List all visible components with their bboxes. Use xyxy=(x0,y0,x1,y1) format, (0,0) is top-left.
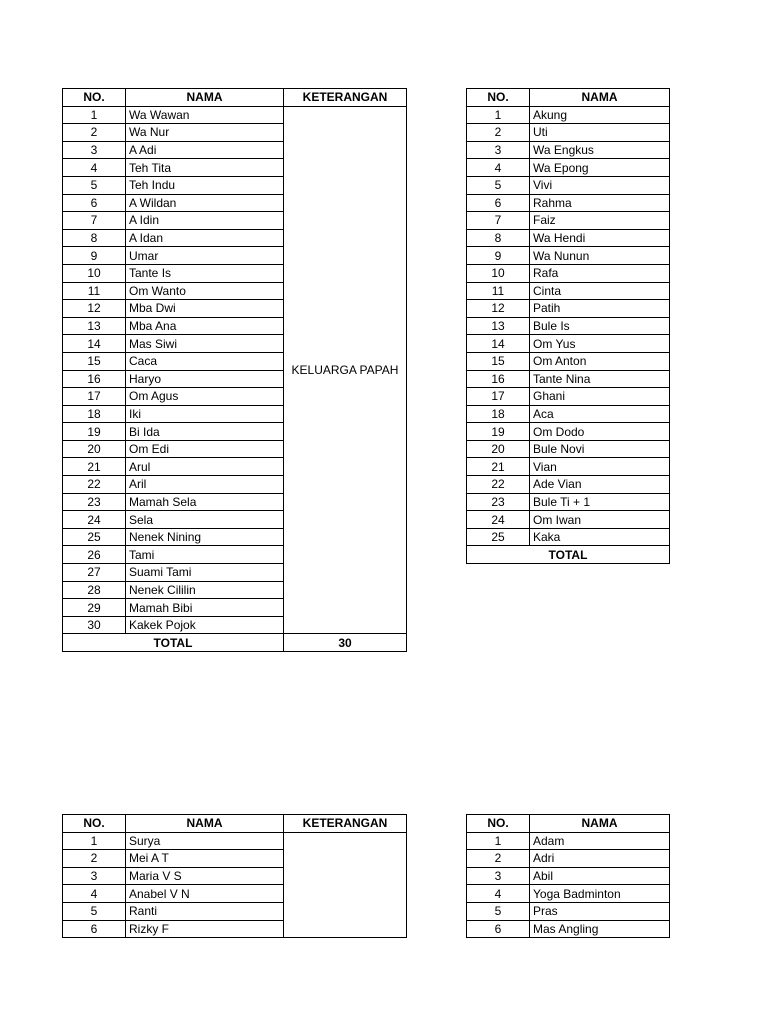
table-row xyxy=(467,388,670,406)
row-number: 1 xyxy=(467,832,530,850)
table-row xyxy=(63,106,407,124)
row-number: 11 xyxy=(63,282,126,300)
row-number: 6 xyxy=(467,920,530,938)
row-number: 23 xyxy=(63,493,126,511)
header-nama: NAMA xyxy=(126,89,284,107)
table-row xyxy=(467,885,670,903)
table-body xyxy=(467,832,670,938)
total-label: TOTAL xyxy=(63,634,284,652)
row-name: Om Iwan xyxy=(530,511,670,529)
row-name: A Idin xyxy=(126,212,284,230)
header-no: NO. xyxy=(467,89,530,107)
table-row xyxy=(467,247,670,265)
row-name: A Adi xyxy=(126,141,284,159)
row-number: 24 xyxy=(467,511,530,529)
row-number: 16 xyxy=(467,370,530,388)
table-row xyxy=(467,300,670,318)
row-number: 4 xyxy=(467,885,530,903)
table-row xyxy=(467,370,670,388)
row-number: 24 xyxy=(63,511,126,529)
row-name: Rafa xyxy=(530,264,670,282)
header-nama: NAMA xyxy=(126,815,284,833)
table-row xyxy=(467,423,670,441)
row-name: Haryo xyxy=(126,370,284,388)
row-name: Arul xyxy=(126,458,284,476)
header-row xyxy=(467,815,670,833)
row-number: 3 xyxy=(63,867,126,885)
row-number: 13 xyxy=(467,317,530,335)
row-name: A Wildan xyxy=(126,194,284,212)
row-name: Sela xyxy=(126,511,284,529)
row-name: Ghani xyxy=(530,388,670,406)
table-row xyxy=(467,264,670,282)
row-number: 3 xyxy=(63,141,126,159)
table-row xyxy=(467,920,670,938)
table-body xyxy=(63,832,407,938)
row-name: Abil xyxy=(530,867,670,885)
table-row xyxy=(467,194,670,212)
row-name: Nenek Cililin xyxy=(126,581,284,599)
table-row xyxy=(467,902,670,920)
header-nama: NAMA xyxy=(530,89,670,107)
row-number: 17 xyxy=(63,388,126,406)
row-number: 4 xyxy=(467,159,530,177)
table-row xyxy=(467,528,670,546)
row-name: Pras xyxy=(530,902,670,920)
row-name: Aril xyxy=(126,476,284,494)
guest-table-2 xyxy=(466,88,670,564)
row-number: 6 xyxy=(63,194,126,212)
table-row xyxy=(467,850,670,868)
table-row xyxy=(467,476,670,494)
row-name: Surya xyxy=(126,832,284,850)
table-body xyxy=(467,106,670,563)
row-number: 21 xyxy=(467,458,530,476)
row-name: Bule Novi xyxy=(530,440,670,458)
row-number: 12 xyxy=(63,300,126,318)
table-row xyxy=(467,493,670,511)
row-number: 29 xyxy=(63,599,126,617)
row-number: 4 xyxy=(63,159,126,177)
row-name: Rizky F xyxy=(126,920,284,938)
table-row xyxy=(467,317,670,335)
row-number: 20 xyxy=(63,440,126,458)
row-name: Om Dodo xyxy=(530,423,670,441)
row-number: 25 xyxy=(63,528,126,546)
header-row xyxy=(467,89,670,107)
row-number: 2 xyxy=(63,124,126,142)
row-number: 15 xyxy=(467,352,530,370)
row-number: 22 xyxy=(63,476,126,494)
row-number: 10 xyxy=(63,264,126,282)
row-name: Mamah Sela xyxy=(126,493,284,511)
row-name: Akung xyxy=(530,106,670,124)
row-number: 13 xyxy=(63,317,126,335)
row-name: Bule Is xyxy=(530,317,670,335)
row-name: Kaka xyxy=(530,528,670,546)
row-number: 14 xyxy=(467,335,530,353)
total-value: 30 xyxy=(284,634,407,652)
table-body xyxy=(63,106,407,651)
row-name: Ranti xyxy=(126,902,284,920)
table-row xyxy=(467,124,670,142)
row-name: Wa Engkus xyxy=(530,141,670,159)
row-number: 26 xyxy=(63,546,126,564)
row-name: Cinta xyxy=(530,282,670,300)
row-name: Wa Nunun xyxy=(530,247,670,265)
row-name: Wa Wawan xyxy=(126,106,284,124)
table-row xyxy=(467,405,670,423)
row-name: Mba Ana xyxy=(126,317,284,335)
row-name: Wa Hendi xyxy=(530,229,670,247)
row-name: Mba Dwi xyxy=(126,300,284,318)
row-number: 5 xyxy=(63,902,126,920)
row-number: 4 xyxy=(63,885,126,903)
row-name: Maria V S xyxy=(126,867,284,885)
row-number: 15 xyxy=(63,352,126,370)
table-row xyxy=(467,282,670,300)
header-no: NO. xyxy=(467,815,530,833)
row-number: 6 xyxy=(63,920,126,938)
row-number: 2 xyxy=(467,124,530,142)
row-number: 9 xyxy=(467,247,530,265)
row-number: 9 xyxy=(63,247,126,265)
table-row xyxy=(467,352,670,370)
table-row xyxy=(63,832,407,850)
keterangan-cell xyxy=(284,832,407,938)
row-number: 11 xyxy=(467,282,530,300)
row-name: Mas Angling xyxy=(530,920,670,938)
row-number: 6 xyxy=(467,194,530,212)
header-keterangan: KETERANGAN xyxy=(284,815,407,833)
row-name: Patih xyxy=(530,300,670,318)
row-number: 1 xyxy=(467,106,530,124)
row-number: 1 xyxy=(63,832,126,850)
header-row xyxy=(63,815,407,833)
row-name: Om Anton xyxy=(530,352,670,370)
row-name: Aca xyxy=(530,405,670,423)
row-number: 8 xyxy=(467,229,530,247)
row-name: Vivi xyxy=(530,176,670,194)
row-number: 27 xyxy=(63,564,126,582)
total-label: TOTAL xyxy=(467,546,670,564)
row-number: 16 xyxy=(63,370,126,388)
row-name: Om Yus xyxy=(530,335,670,353)
row-name: Rahma xyxy=(530,194,670,212)
row-number: 3 xyxy=(467,867,530,885)
row-name: Adri xyxy=(530,850,670,868)
row-name: Wa Nur xyxy=(126,124,284,142)
row-number: 2 xyxy=(467,850,530,868)
row-name: Caca xyxy=(126,352,284,370)
row-name: Mei A T xyxy=(126,850,284,868)
row-name: Ade Vian xyxy=(530,476,670,494)
row-name: Adam xyxy=(530,832,670,850)
row-number: 21 xyxy=(63,458,126,476)
row-name: Faiz xyxy=(530,212,670,230)
table-row xyxy=(467,141,670,159)
row-name: A Idan xyxy=(126,229,284,247)
row-name: Vian xyxy=(530,458,670,476)
row-number: 19 xyxy=(467,423,530,441)
table-row xyxy=(467,458,670,476)
table-row xyxy=(467,511,670,529)
row-name: Tami xyxy=(126,546,284,564)
row-name: Om Agus xyxy=(126,388,284,406)
row-name: Om Wanto xyxy=(126,282,284,300)
row-name: Yoga Badminton xyxy=(530,885,670,903)
row-number: 1 xyxy=(63,106,126,124)
row-name: Om Edi xyxy=(126,440,284,458)
row-number: 17 xyxy=(467,388,530,406)
row-number: 8 xyxy=(63,229,126,247)
row-name: Tante Nina xyxy=(530,370,670,388)
table-row xyxy=(467,335,670,353)
row-name: Anabel V N xyxy=(126,885,284,903)
row-number: 22 xyxy=(467,476,530,494)
table-row xyxy=(467,867,670,885)
table-row xyxy=(467,832,670,850)
row-name: Bule Ti + 1 xyxy=(530,493,670,511)
row-number: 23 xyxy=(467,493,530,511)
row-name: Suami Tami xyxy=(126,564,284,582)
row-number: 18 xyxy=(63,405,126,423)
row-name: Wa Epong xyxy=(530,159,670,177)
row-name: Tante Is xyxy=(126,264,284,282)
table-row xyxy=(467,159,670,177)
header-row xyxy=(63,89,407,107)
row-name: Uti xyxy=(530,124,670,142)
table-row xyxy=(467,212,670,230)
row-name: Iki xyxy=(126,405,284,423)
total-row xyxy=(467,546,670,564)
row-number: 12 xyxy=(467,300,530,318)
header-no: NO. xyxy=(63,89,126,107)
total-row xyxy=(63,634,407,652)
row-name: Teh Tita xyxy=(126,159,284,177)
row-number: 5 xyxy=(467,176,530,194)
row-name: Bi Ida xyxy=(126,423,284,441)
row-number: 19 xyxy=(63,423,126,441)
row-number: 3 xyxy=(467,141,530,159)
row-name: Nenek Nining xyxy=(126,528,284,546)
row-number: 25 xyxy=(467,528,530,546)
row-number: 2 xyxy=(63,850,126,868)
row-name: Teh Indu xyxy=(126,176,284,194)
table-row xyxy=(467,440,670,458)
row-number: 30 xyxy=(63,616,126,634)
table-row xyxy=(467,106,670,124)
row-number: 7 xyxy=(63,212,126,230)
row-number: 28 xyxy=(63,581,126,599)
row-number: 14 xyxy=(63,335,126,353)
guest-table-1 xyxy=(62,88,407,652)
row-number: 7 xyxy=(467,212,530,230)
table-row xyxy=(467,229,670,247)
keterangan-cell: KELUARGA PAPAH xyxy=(284,106,407,634)
header-nama: NAMA xyxy=(530,815,670,833)
row-number: 5 xyxy=(63,176,126,194)
row-name: Umar xyxy=(126,247,284,265)
guest-table-4 xyxy=(466,814,670,938)
guest-table-3 xyxy=(62,814,407,938)
row-number: 18 xyxy=(467,405,530,423)
row-name: Mamah Bibi xyxy=(126,599,284,617)
row-number: 5 xyxy=(467,902,530,920)
header-keterangan: KETERANGAN xyxy=(284,89,407,107)
table-row xyxy=(467,176,670,194)
header-no: NO. xyxy=(63,815,126,833)
row-name: Mas Siwi xyxy=(126,335,284,353)
row-name: Kakek Pojok xyxy=(126,616,284,634)
row-number: 10 xyxy=(467,264,530,282)
row-number: 20 xyxy=(467,440,530,458)
